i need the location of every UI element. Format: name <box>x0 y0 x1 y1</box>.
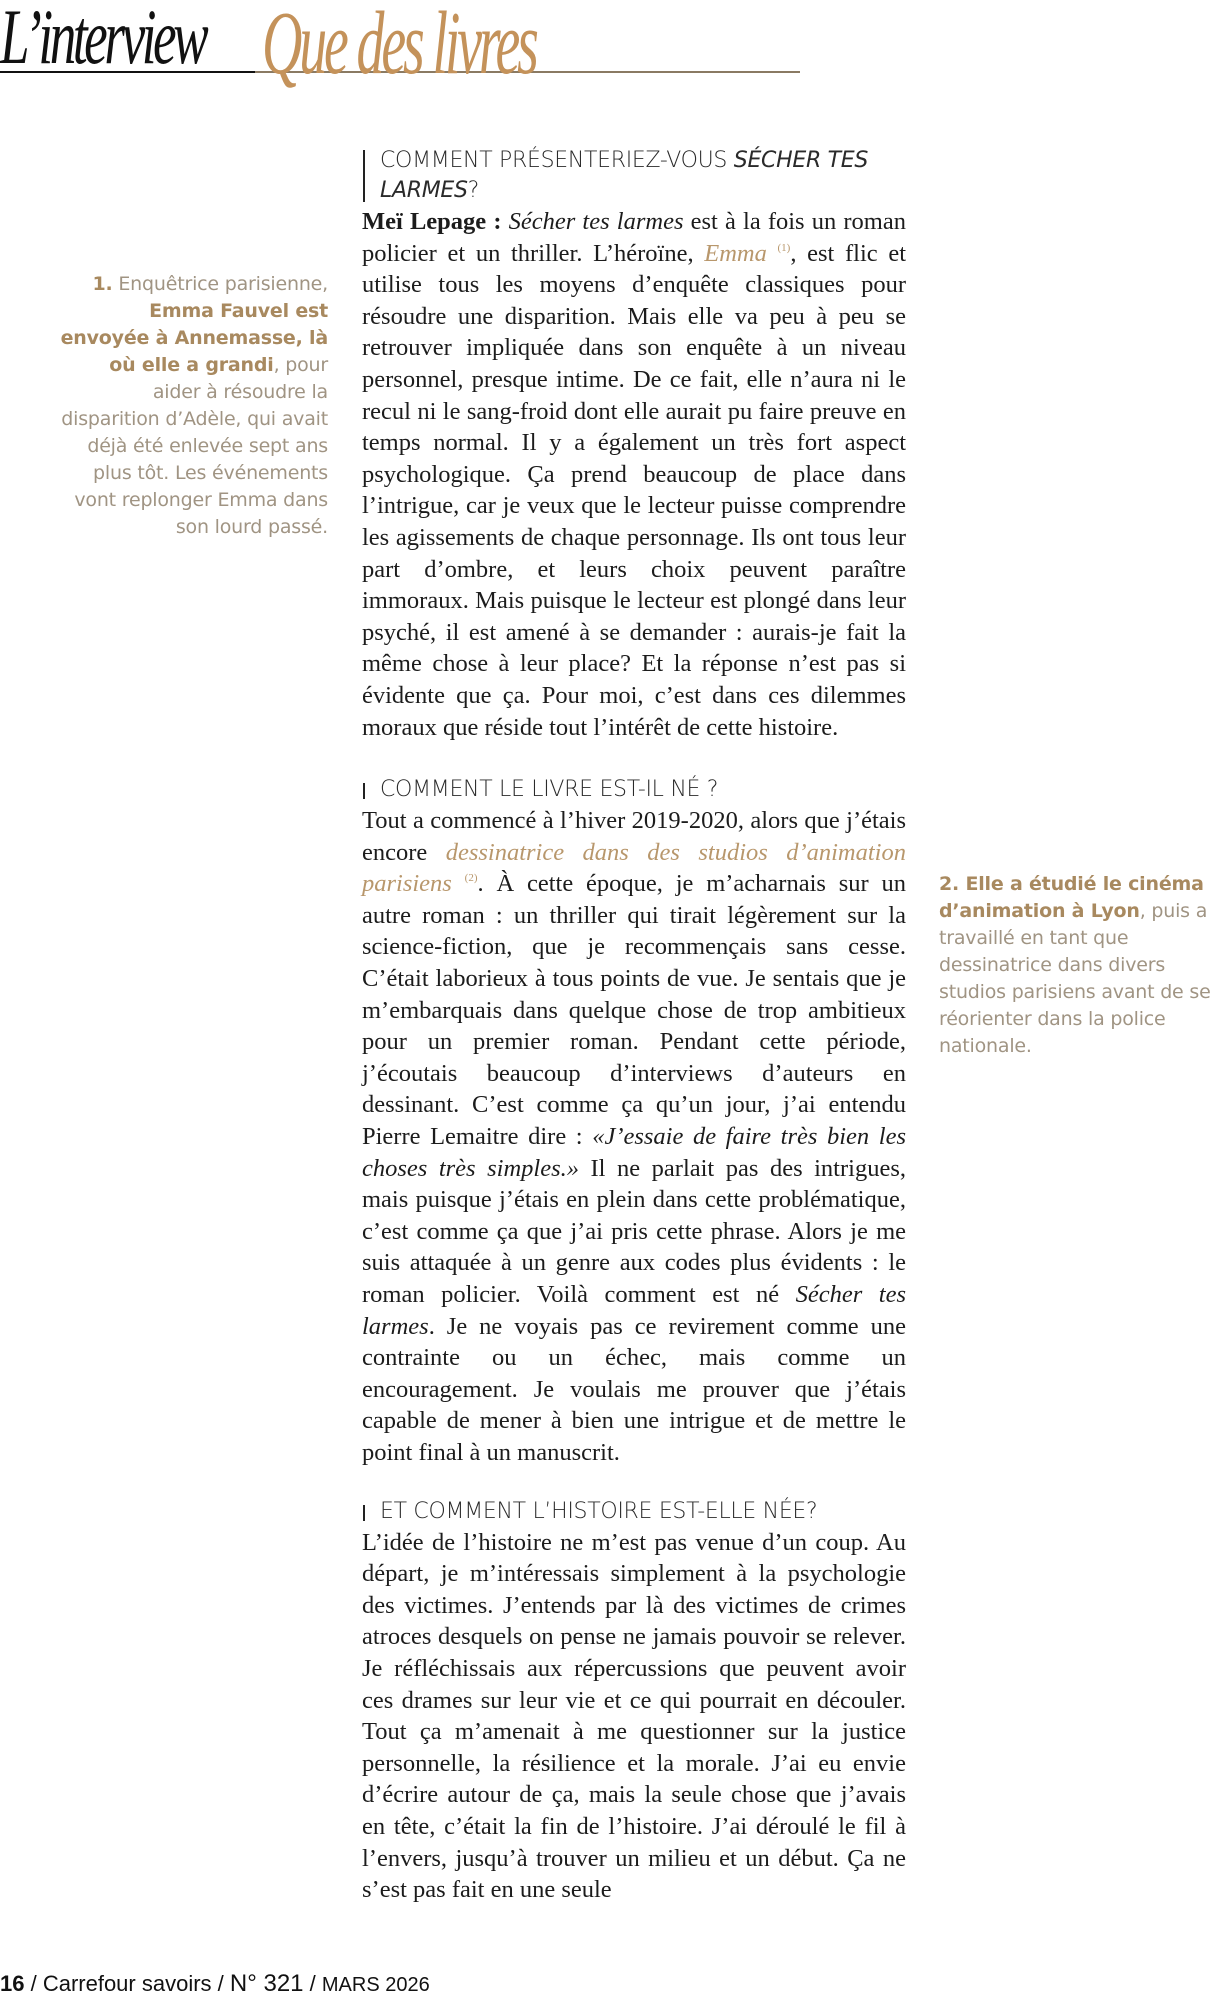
sidebar-note-1 <box>56 271 328 541</box>
speaker-name: Meï Lepage : <box>362 208 509 235</box>
character-name-link: Emma <box>704 239 767 267</box>
page-number: 16 <box>0 1971 25 1996</box>
answer-body: L’idée de l’histoire ne m’est pas venue d’un coup. Au départ, je m’intéressais simplement à la psychologie des victimes. J’entends par là des victimes de crimes atroces desquels on pense ne jamais pouvoir se relever. Je réfléchissais aux répercussions que peuvent avoir ces drames sur leur vie et ce qui pourrait en découler. Tout ça m’amenait à me questionner sur la justice personnelle, la résilience et la morale. J’ai eu envie d’écrire autour de ça, mais la seule chose que j’avais en tête, c’était la fin de l’histoire. J’ai déroulé le fil à l’envers, jusqu’à trouver un milieu et un début. Ça ne s’est pas fait en une seule <box>362 1528 906 1904</box>
question-text: COMMENT PRÉSENTERIEZ-VOUS <box>380 148 734 173</box>
interview-section-1 <box>362 146 906 743</box>
sidebar-note-2 <box>939 871 1221 1060</box>
note-ref-1: (1) <box>777 241 791 254</box>
note-number: 1. <box>92 273 113 295</box>
question-book-title: SÉCHER TES LARMES <box>380 148 869 203</box>
career-highlight: dessinatrice dans des studios d’animation parisiens <box>362 838 906 898</box>
note-ref-2: (2) <box>464 872 478 885</box>
note-highlight: Emma Fauvel est envoyée à Annemasse, là où elle a grandi <box>60 300 328 376</box>
book-title: Sécher tes larmes <box>508 208 684 235</box>
question-heading <box>362 146 906 206</box>
interview-section-3 <box>362 1497 906 1906</box>
note-highlight: 2. Elle a étudié le cinéma d’animation à Lyon <box>939 873 1204 922</box>
page-footer <box>0 1970 430 2000</box>
publication-name: Carrefour savoirs <box>42 1971 212 1996</box>
answer-text: Tout a commencé à l’hiver 2019-2020, alors que j’étais encore <box>362 807 906 866</box>
issue-date: MARS 2026 <box>321 1974 430 1996</box>
article-column <box>362 146 906 1906</box>
question-heading: COMMENT LE LIVRE EST-IL NÉ ? <box>362 775 906 805</box>
page-header <box>0 0 800 100</box>
separator: / <box>24 1971 43 1996</box>
answer-text: , est flic et utilise tous les moyens d’enquête classiques pour résoudre une disparition. Mais elle va peu à peu se retrouver impliquée dans son enquête à un niveau personnel, presque intime. De ce fait, elle n’aura ni le recul ni le sang-froid dont elle aurait pu faire preuve en temps normal. Il y a également un très fort aspect psychologique. Ça prend beaucoup de place dans l’intrigue, car je veux que le lecteur puisse comprendre les agissements de chaque personnage. Ils ont tous leur part d’ombre, et leurs choix peuvent paraître immoraux. Mais puisque le lecteur est plongé dans leur psyché, il est amené à se demander : aurais-je fait la même chose à leur place? Et la réponse n’est pas si évidente que ça. Pour moi, c’est dans ces dilemmes moraux que réside tout l’intérêt de cette histoire. <box>362 239 907 741</box>
answer-text: est à la fois un roman policier et un thriller. L’héroïne, <box>362 208 906 267</box>
interview-section-2 <box>362 775 906 1468</box>
note-lead: Enquêtrice parisienne, <box>112 273 328 295</box>
question-heading: ET COMMENT L’HISTOIRE EST-ELLE NÉE? <box>362 1497 906 1527</box>
separator: / <box>211 1971 230 1996</box>
separator: / <box>303 1971 322 1996</box>
answer-text: . Je ne voyais pas ce revirement comme une contrainte ou un échec, mais comme un encouragement. Je voulais me prouver que j’étais capable de mener à bien une intrigue et de mettre le point final à un manuscrit. <box>362 1312 906 1466</box>
answer-text: . À cette époque, je m’acharnais sur un autre roman : un thriller qui tirait légèrement sur la science-fiction, que je recommençais sans cesse. C’était laborieux à tous points de vue. Je sentais que je m’embarquais dans quelque chose de trop ambitieux pour un premier roman. Pendant cette période, j’écoutais beaucoup d’interviews d’auteurs en dessinant. C’est comme ça qu’un jour, j’ai entendu Pierre Lemaitre dire : <box>362 870 907 1151</box>
page-title: Que des livres <box>262 0 536 93</box>
book-title: Sécher tes larmes <box>362 1281 907 1340</box>
issue-number: N° 321 <box>229 1970 304 1997</box>
note-text: , puis a travaillé en tant que dessinatrice dans divers studios parisiens avant de se réorienter dans la police nationale. <box>939 900 1211 1057</box>
answer-body <box>362 805 906 1468</box>
answer-text: Il ne parlait pas des intrigues, mais puisque j’étais en plein dans cette problématique, c’est comme ça que j’ai pris cette phrase. Alors je me suis attaquée à un genre aux codes plus évidents : le roman policier. Voilà comment est né <box>362 1154 906 1308</box>
note-text: , pour aider à résoudre la disparition d’Adèle, qui avait déjà été enlevée sept ans plus tôt. Les événements vont replonger Emma dans son lourd passé. <box>61 354 328 538</box>
answer-body <box>362 206 906 743</box>
quote: «J’essaie de faire très bien les choses très simples.» <box>362 1123 906 1182</box>
question-mark: ? <box>467 178 480 203</box>
section-label: L’interview <box>0 0 206 80</box>
